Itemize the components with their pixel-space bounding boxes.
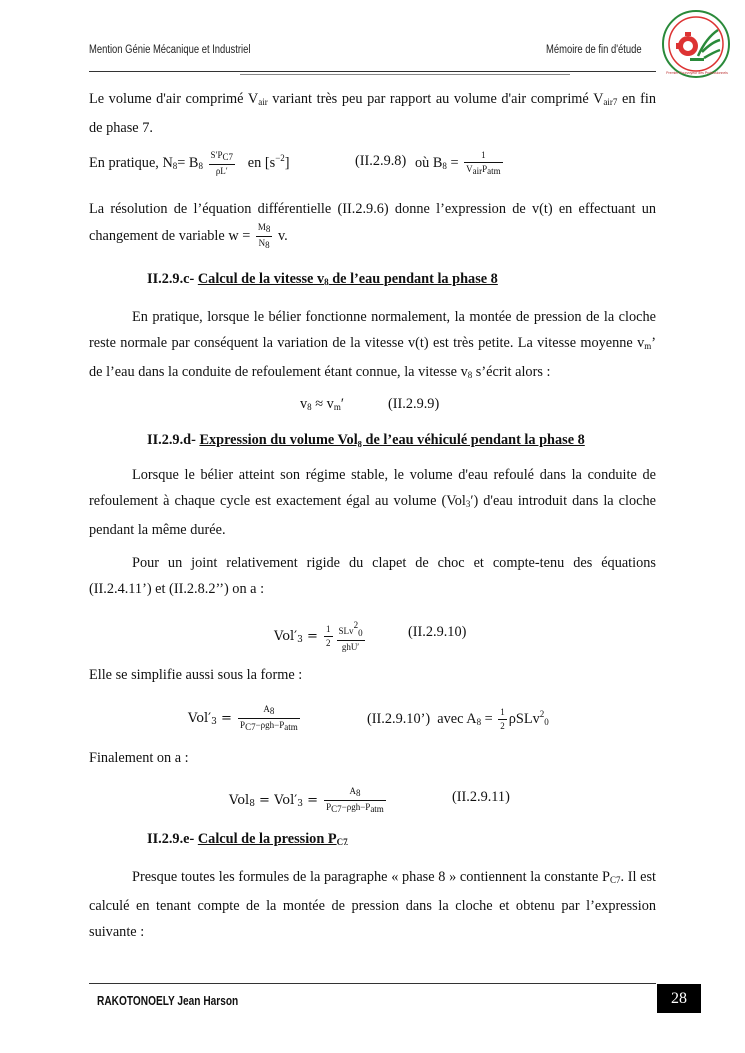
equation-vol3-simplified: $Vol'_3$ = $\frac{A8}{\text{PC7−ρgh−Patm}}$ (188, 704, 298, 732)
paragraph-air-volume: Le volume d'air comprimé $V_{air}$ variant très peu par rapport au volume d'air comprimé $V_{air7}$ en fin de phase 7. (89, 91, 656, 136)
heading-2-9-c: II.2.9.c- Calcul de la vitesse $v_8$ de l’eau pendant la phase 8 (147, 271, 498, 287)
paragraph-rigid-joint: Pour un joint relativement rigide du clapet de choc et compte-tenu des équations (II.2.4.11’) et (II.2.8.2’’) on a : (89, 555, 656, 597)
footer-author: RAKOTONOELY Jean Harson (97, 993, 239, 1008)
page-number: 28 (657, 984, 701, 1013)
paragraph-pc7: Presque toutes les formules de la paragraphe « phase 8 » contiennent la constante $P_{C7}$. Il est calculé en tenant compte de la montée de pression dans la cloche et obtenu par l’expression suivante : (89, 869, 657, 940)
paragraph-resolution: La résolution de l’équation différentielle (II.2.9.6) donne l’expression de v(t) en effectuant un changement de variable w = $\frac{M8}{N8}$ v. (89, 201, 656, 250)
equation-ref-2-9-11: (II.2.9.11) (452, 789, 510, 805)
equation-b8: où $B_8$ = $\frac{1}{\text{VairPatm}}$ (415, 150, 501, 176)
header-divider-secondary (240, 74, 570, 75)
equation-vol8: $Vol_8 = Vol'_3$ = $\frac{A8}{\text{PC7−ρgh−Patm}}$ (229, 786, 384, 814)
equation-v8: $v_8 \approx v_m'$ (300, 396, 344, 412)
heading-2-9-d: II.2.9.d- Expression du volume Vol₈ de l’eau véhiculé pendant la phase 8 (147, 432, 585, 448)
paragraph-finally: Finalement on a : (89, 750, 189, 766)
header-divider (89, 71, 656, 72)
equation-ref-2-9-10: (II.2.9.10) (408, 624, 467, 640)
header-left-title: Mention Génie Mécanique et Industriel (89, 44, 251, 56)
school-logo-icon (660, 8, 732, 80)
header-right-title: Mémoire de fin d'étude (546, 44, 642, 56)
paragraph-simplified: Elle se simplifie aussi sous la forme : (89, 667, 303, 683)
paragraph-stable-regime: Lorsque le bélier atteint son régime stable, le volume d'eau refoulé dans la conduite de refoulement à chaque cycle est exactement égal au volume (Vol$_3$′) d'eau introduit dans la cloche pendant la même durée. (89, 467, 656, 538)
equation-vol3: $Vol'_3$ = $\frac{1}{2}$ $\frac{\text{SLv20}}{\text{ghU′}}$ (274, 620, 363, 652)
equation-ref-2-9-10-prime: (II.2.9.10’) avec $A_8$ = $\frac{1}{2}$ ρSLv$^2_0$ (367, 707, 549, 731)
equation-n8: En pratique, $N_8= B_8$ $\frac{S'PC7}{\rho L'}$ en $[s^{-2}]$ (89, 150, 290, 176)
equation-ref-2-9-8: (II.2.9.8) (355, 153, 407, 169)
paragraph-velocity: En pratique, lorsque le bélier fonctionne normalement, la montée de pression de la cloche reste normale par conséquent la variation de la vitesse v(t) est très petite. La vitesse moyenne $v_m$’ de l’eau dans la conduite de refoulement étant connue, la vitesse $v_8$ s’écrit alors : (89, 309, 656, 380)
footer-divider (89, 983, 656, 984)
logo-caption: Premier Pourvoyeur des Professionnels (666, 71, 728, 75)
heading-2-9-e: II.2.9.e- Calcul de la pression $P_{C7}$ (147, 831, 348, 847)
equation-ref-2-9-9: (II.2.9.9) (388, 396, 440, 412)
fraction-n8: $\frac{S'PC7}{\rho L'}$ (210, 150, 234, 176)
